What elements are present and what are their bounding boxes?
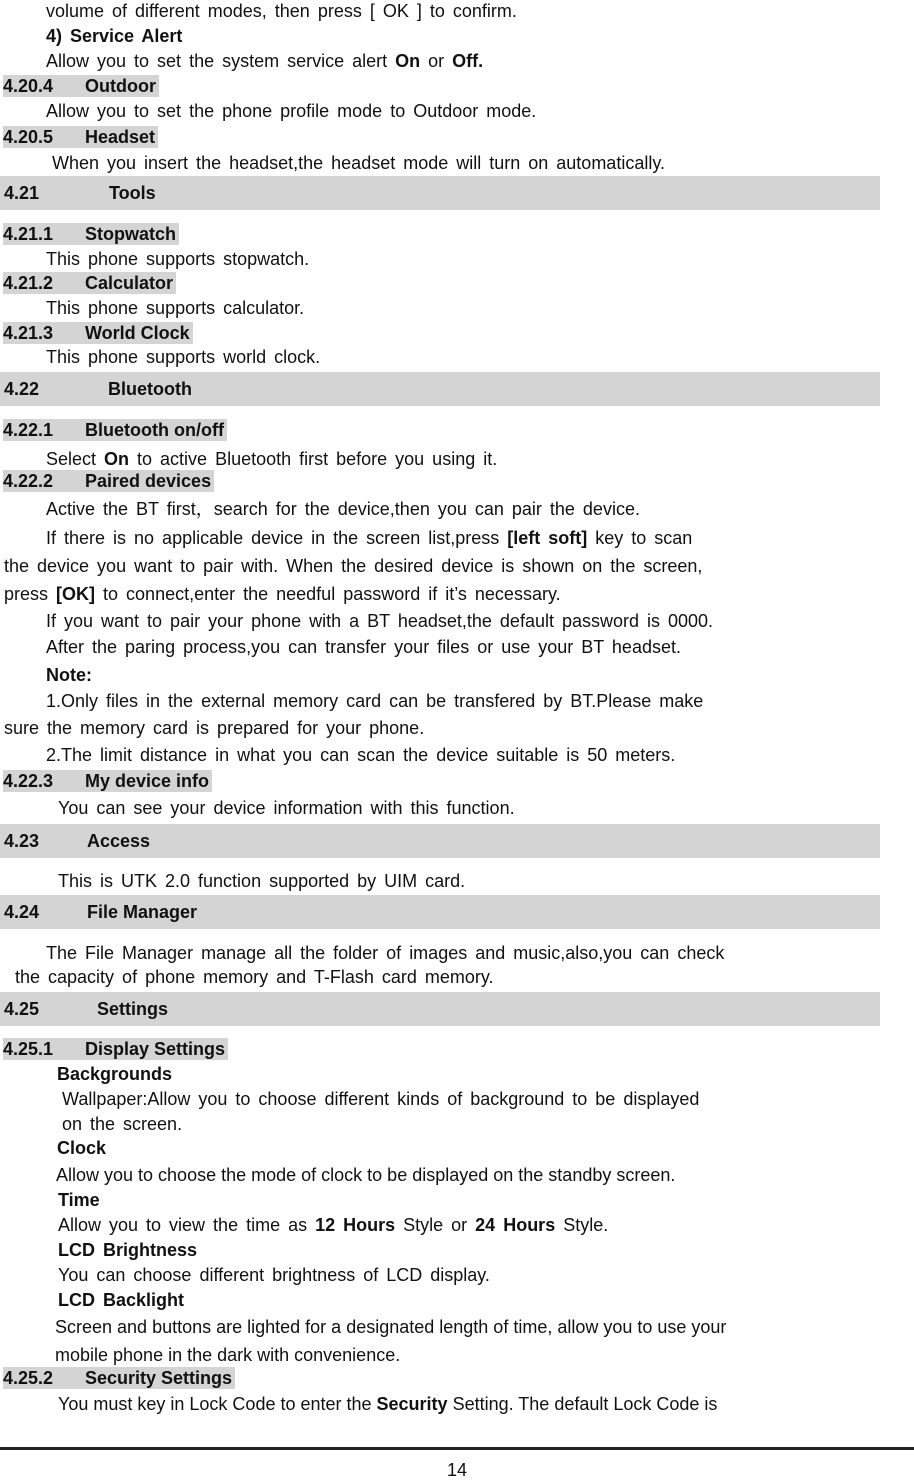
body-line: mobile phone in the dark with convenience. (55, 1345, 401, 1365)
text-run: Style or (395, 1215, 476, 1235)
section-number: 4.22.2 (3, 471, 54, 491)
section-heading (0, 176, 880, 210)
subsection-heading (3, 470, 214, 492)
body-line: Allow you to set the phone profile mode to Outdoor mode. (46, 101, 537, 121)
item-heading: Backgrounds (57, 1064, 173, 1084)
section-heading (0, 992, 880, 1026)
text-run: On (395, 51, 421, 71)
section-number: 4.22.1 (3, 420, 54, 440)
section-number: 4.21.3 (3, 323, 54, 343)
body-line: This phone supports world clock. (46, 347, 321, 367)
body-line: You can see your device information with this function. (58, 798, 515, 818)
subsection-heading (3, 322, 193, 344)
section-number: 4.25.2 (3, 1368, 54, 1388)
item-heading: 4) Service Alert (46, 26, 183, 46)
section-number: 4.21 (4, 183, 40, 203)
section-title: Outdoor (85, 76, 156, 96)
subsection-heading (3, 1367, 235, 1389)
section-number: 4.24 (4, 902, 40, 922)
section-title: World Clock (85, 323, 190, 343)
body-line: 1.Only files in the external memory card can be transfered by BT.Please make (46, 691, 704, 711)
body-line (46, 527, 692, 549)
item-heading: LCD Backlight (58, 1290, 185, 1310)
section-title: Paired devices (85, 471, 212, 491)
text-run: Allow you to set the system service alert (46, 51, 396, 71)
section-number: 4.20.5 (3, 127, 54, 147)
section-title: Calculator (85, 273, 174, 293)
body-line (58, 1214, 608, 1236)
subsection-heading (3, 419, 227, 441)
section-title: Security Settings (85, 1368, 233, 1388)
section-number: 4.22.3 (3, 771, 54, 791)
text-run: press (4, 584, 57, 604)
section-title: Access (87, 831, 151, 851)
section-title: Display Settings (85, 1039, 226, 1059)
body-line: volume of different modes, then press [ OK ] to confirm. (46, 1, 517, 21)
footer-rule (0, 1447, 914, 1450)
body-line: The File Manager manage all the folder of images and music,also,you can check (46, 943, 725, 963)
body-line: Active the BT first，search for the device,then you can pair the device. (46, 499, 640, 519)
text-run: 12 Hours (315, 1215, 396, 1235)
body-line: the capacity of phone memory and T-Flash card memory. (15, 967, 494, 987)
text-run: You must key in Lock Code to enter the (58, 1394, 377, 1414)
body-line: the device you want to pair with. When the desired device is shown on the screen, (4, 556, 703, 576)
text-run: Allow you to view the time as (58, 1215, 316, 1235)
subsection-heading (3, 272, 176, 294)
body-line: sure the memory card is prepared for your phone. (4, 718, 425, 738)
text-run: [OK] (56, 584, 96, 604)
body-line: When you insert the headset,the headset mode will turn on automatically. (52, 153, 665, 173)
section-number: 4.21.1 (3, 224, 54, 244)
body-line (58, 1393, 717, 1415)
section-title: File Manager (87, 902, 198, 922)
section-heading (0, 372, 880, 406)
text-run: If there is no applicable device in the screen list,press (46, 528, 508, 548)
subsection-heading (3, 770, 212, 792)
text-run: On (104, 449, 130, 469)
body-line: on the screen. (62, 1114, 183, 1134)
subsection-heading (3, 126, 158, 148)
body-line: This phone supports calculator. (46, 298, 305, 318)
section-heading (0, 895, 880, 929)
text-run: or (420, 51, 453, 71)
section-title: My device info (85, 771, 210, 791)
section-title: Bluetooth (108, 379, 192, 399)
section-number: 4.22 (4, 379, 40, 399)
text-run: Style. (555, 1215, 609, 1235)
note-heading: Note: (46, 665, 92, 685)
body-line: After the paring process,you can transfer your files or use your BT headset. (46, 637, 681, 657)
body-line: If you want to pair your phone with a BT headset,the default password is 0000. (46, 611, 714, 631)
section-heading (0, 824, 880, 858)
body-line: You can choose different brightness of LCD display. (58, 1265, 490, 1285)
body-line (46, 50, 483, 72)
section-number: 4.23 (4, 831, 40, 851)
section-number: 4.25 (4, 999, 40, 1019)
section-title: Headset (85, 127, 156, 147)
subsection-heading (3, 1038, 228, 1060)
section-number: 4.20.4 (3, 76, 54, 96)
section-title: Tools (109, 183, 156, 203)
body-line: 2.The limit distance in what you can scan the device suitable is 50 meters. (46, 745, 676, 765)
body-line: Wallpaper:Allow you to choose different kinds of background to be displayed (62, 1089, 700, 1109)
page-number: 14 (446, 1460, 468, 1480)
section-number: 4.25.1 (3, 1039, 54, 1059)
subsection-heading (3, 223, 179, 245)
item-heading: Clock (57, 1138, 107, 1158)
body-line: Allow you to choose the mode of clock to be displayed on the standby screen. (56, 1165, 676, 1185)
body-line (4, 583, 561, 605)
text-run: to connect,enter the needful password if it’s necessary. (95, 584, 561, 604)
text-run: key to scan (587, 528, 693, 548)
body-line: This phone supports stopwatch. (46, 249, 310, 269)
section-title: Settings (97, 999, 169, 1019)
text-run: Security (376, 1394, 448, 1414)
text-run: 24 Hours (475, 1215, 556, 1235)
text-run: [left soft] (507, 528, 588, 548)
subsection-heading (3, 75, 159, 97)
section-title: Bluetooth on/off (85, 420, 224, 440)
body-line: Screen and buttons are lighted for a designated length of time, allow you to use your (55, 1317, 727, 1337)
text-run: Setting. The default Lock Code is (447, 1394, 718, 1414)
item-heading: LCD Brightness (58, 1240, 198, 1260)
section-title: Stopwatch (85, 224, 177, 244)
text-run: Off. (452, 51, 484, 71)
body-line: This is UTK 2.0 function supported by UIM card. (58, 871, 466, 891)
section-number: 4.21.2 (3, 273, 54, 293)
text-run: Select (46, 449, 105, 469)
text-run: to active Bluetooth first before you using it. (129, 449, 498, 469)
body-line (46, 448, 497, 470)
item-heading: Time (58, 1190, 100, 1210)
